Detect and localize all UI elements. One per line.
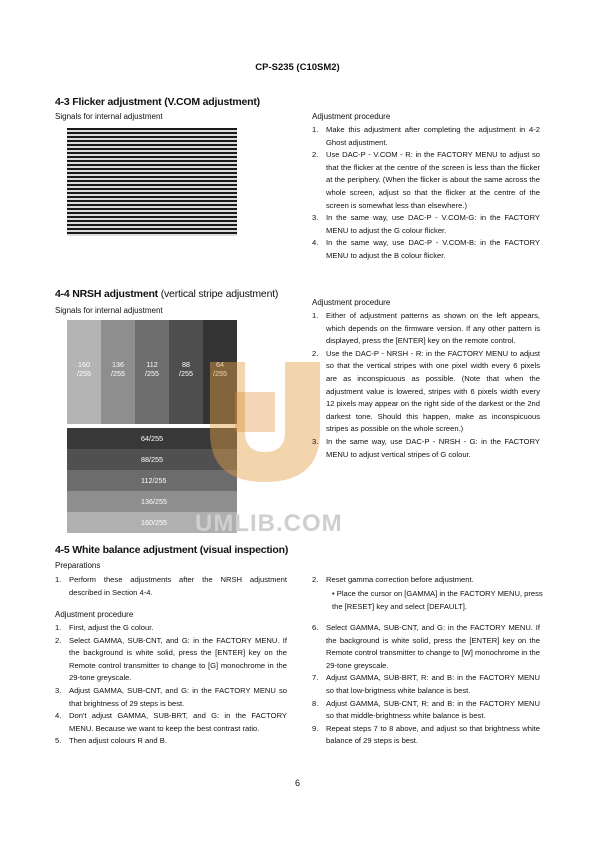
grey-band-64: 64/255 [67,428,237,449]
flicker-steps [312,124,540,263]
wb-procedure-title: Adjustment procedure [55,610,134,619]
page-number: 6 [294,778,300,788]
nrsh-section-heading: 4-4 NRSH adjustment (vertical stripe adjustment) [55,288,279,300]
white-balance-heading: 4-5 White balance adjustment (visual inspection) [55,544,289,556]
flicker-step-1: 1. Make this adjustment after completing the adjustment in 4-2 Ghost adjustment. [312,125,540,147]
nrsh-step-3: 3. In the same way, use DAC-P - NRSH - G: in the FACTORY MENU to adjust vertical stripes of G colour. [312,436,540,459]
wb-step-9: 9. Repeat steps 7 to 8 above, and adjust so that brightness white balance of 29 steps is best. [312,723,540,746]
wb-step-5: 5. Then adjust colours R and B. [55,736,167,746]
wb-step-3: 3. Adjust GAMMA, SUB-CNT, and G: in the FACTORY MENU so that brightness of 29 steps is best. [55,685,287,708]
grey-band-136: 136/255 [67,491,237,512]
nrsh-signals-label: Signals for internal adjustment [55,306,163,315]
bar-88: 88 /255 [169,320,203,424]
grey-band-160: 160/255 [67,512,237,533]
preparations-left [55,574,287,599]
wb-step-8: 8. Adjust GAMMA, SUB-CNT, R: and B: in the FACTORY MENU so that middle-brightness white balance is best. [312,698,540,721]
wb-step-4: 4. Don't adjust GAMMA, SUB-BRT, and G: in the FACTORY MENU. Because we want to keep the best contrast ratio. [55,711,287,733]
prep-bullet: • Place the cursor on [GAMMA] in the FACTORY MENU, press the [RESET] key and select [DEFAULT]. [332,589,543,611]
page-header-model: CP-S235 (C10SM2) [255,62,340,73]
flicker-procedure-title: Adjustment procedure [312,112,391,121]
wb-step-6: 6. Select GAMMA, SUB-CNT, and G: in the FACTORY MENU. If the background is white solid, press the [ENTER] key on the Remote control transmitter to change to [W] monochrome in the 29-tone greyscale. [312,623,540,670]
flicker-step-3: 3. In the same way, use DAC-P - V.COM-G: in the FACTORY MENU to adjust the G colour flicker. [312,213,540,235]
nrsh-step-2: 2. Use the DAC-P - NRSH - R: in the FACTORY MENU to adjust so that the vertical stripes with one pixel width every 6 pixels are as inconspicuous as possible. (Note that when the adjustment value is lowered, stripes with 6 pixels width every 12 pixels may appear on the right side of the darkest or the 2nd darkest tone. Should this happen, make as inconspicuous stripes as possible on the whole screen.) [312,348,540,434]
wb-step-1: 1. First, adjust the G colour. [55,623,154,632]
grey-band-112: 112/255 [67,470,237,491]
nrsh-procedure-title: Adjustment procedure [312,298,391,307]
bar-136: 136 /255 [101,320,135,424]
flicker-section-heading: 4-3 Flicker adjustment (V.COM adjustment) [55,96,260,108]
bar-112: 112 /255 [135,320,169,424]
wb-step-2: 2. Select GAMMA, SUB-CNT, and G: in the FACTORY MENU. If the background is white solid, press the [ENTER] key on the Remote control transmitter to change to [G] monochrome in the 29-tone greyscale. [55,635,287,683]
umlib-watermark-text: UMLIB.COM [195,510,343,537]
flicker-step-4: 4. In the same way, use DAC-P - V.COM-B: in the FACTORY MENU to adjust the B colour flicker. [312,238,540,260]
preparations-title: Preparations [55,561,101,570]
flicker-signals-label: Signals for internal adjustment [55,112,163,121]
bar-64: 64 /255 [203,320,237,424]
nrsh-steps [312,310,540,461]
flicker-step-2: 2. Use DAC-P - V.COM - R: in the FACTORY MENU to adjust so that the flicker at the centre of the screen is less than the flicker at the periphery. (When the flicker is about the same across the whole screen, adjust so that the flicker at the centre of the screen is somewhat less than elsewhere.) [312,150,540,210]
nrsh-step-1: 1. Either of adjustment patterns as shown on the left appears, which depends on the firmware version. If any other pattern is displayed, press the [ENTER] key on the remote control. [312,311,540,346]
grey-band-88: 88/255 [67,449,237,470]
wb-steps-left [55,622,287,748]
prep-step-2: 2. Reset gamma correction before adjustment. [312,575,474,584]
wb-steps-right [312,622,540,748]
wb-step-7: 7. Adjust GAMMA, SUB-BRT, R: and B: in the FACTORY MENU so that low-brigtness white balance is best. [312,673,540,695]
preparations-right [312,574,540,587]
prep-step-1: 1. Perform these adjustments after the NRSH adjustment described in Section 4-4. [55,575,287,597]
flicker-stripe-pattern [67,128,237,236]
bar-160: 160 /255 [67,320,101,424]
